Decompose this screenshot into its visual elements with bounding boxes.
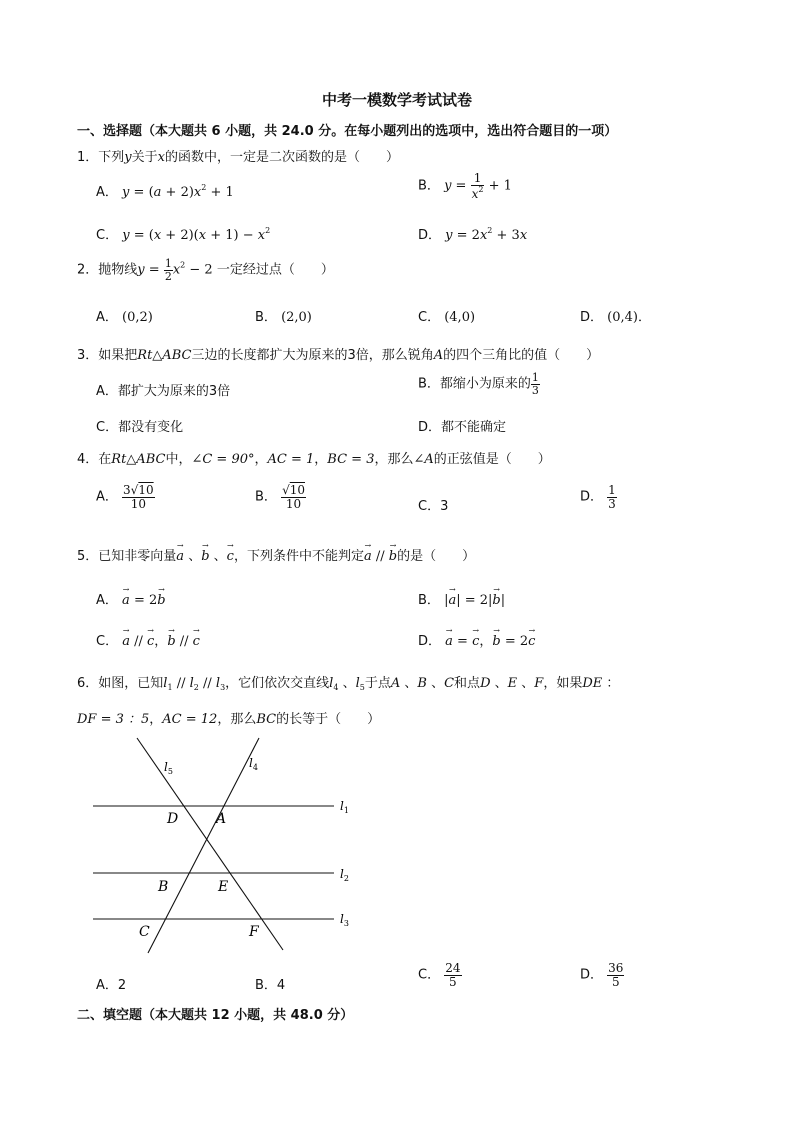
label-l1: $l_1$ [340,799,349,815]
question-6-option-c[interactable]: C． $\frac{24}{5}$ [418,961,461,989]
label-B: B [158,879,169,895]
question-4-option-c[interactable]: C．3 [418,499,449,514]
label-l2: $l_2$ [340,867,349,883]
question-4-stem: 4．在Rt△ABC中，∠C = 90°，AC = 1，BC = 3，那么∠A的正弦值是（ ） [77,452,551,467]
question-5-option-c[interactable]: C． → a // → c，→ b // → c [96,630,200,649]
question-1-option-d[interactable]: D． $y = 2x^2 + 3x$ [418,226,528,243]
question-5-option-a[interactable]: A． → a = 2→ b [96,589,166,608]
question-5-stem: 5．已知非零向量→ a 、→ b 、→ c，下列条件中不能判定→ a // → b的是（ ） [77,545,475,564]
label-A: A [216,811,227,827]
line-l5 [137,738,283,950]
question-2-option-d[interactable]: D． (0,4)． [580,310,651,325]
question-2-option-a[interactable]: A． (0,2) [96,310,153,325]
question-5-option-d[interactable]: D． → a = → c，→ b = 2→ c [418,630,535,649]
question-2-option-c[interactable]: C． (4,0) [418,310,476,325]
question-6-option-a[interactable]: A．2 [96,978,127,993]
question-3-stem: 3．如果把Rt△ABC三边的长度都扩大为原来的3倍，那么锐角A的四个三角比的值（ ） [77,348,600,363]
question-3-option-c[interactable]: C．都没有变化 [96,420,184,435]
label-C: C [139,924,150,940]
question-3-option-d[interactable]: D．都不能确定 [418,420,507,435]
page-title: 中考一模数学考试试卷 [322,91,473,109]
question-1-option-a[interactable]: A． $y = (a + 2)x^2 + 1$ [96,183,234,200]
question-6-stem-line1: 6．如图，已知$l_1 // l_2 // l_3$，它们依次交直线$l_4$ 、$l_5$于点A 、B 、C和点D 、E 、F，如果DE ： [77,676,620,692]
question-5-option-b[interactable]: B． |→ a| = 2|→ b| [418,589,505,608]
question-1-stem: 1．下列y关于x的函数中，一定是二次函数的是（ ） [77,150,400,165]
question-6-option-d[interactable]: D． $\frac{36}{5}$ [580,961,624,989]
label-F: F [249,924,259,940]
label-l3: $l_3$ [340,912,349,928]
label-E: E [218,879,229,895]
parallel-lines-figure [90,735,370,960]
question-3-option-b[interactable]: B．都缩小为原来的 $\frac{1}{3}$ [418,371,539,397]
question-4-option-b[interactable]: B． $\frac{√10}{10}$ [255,483,305,511]
label-D: D [167,811,179,827]
question-4-option-a[interactable]: A． $\frac{3√10}{10}$ [96,483,154,511]
question-6-option-b[interactable]: B．4 [255,978,286,993]
section-heading-choice: 一、选择题（本大题共 6 小题，共 24.0 分。在每小题列出的选项中，选出符合题目的一项） [77,124,618,139]
label-l5: $l_5$ [164,760,173,776]
question-6-stem-line2: DF = 3 ：5，AC = 12，那么BC的长等于（ ） [77,712,381,727]
question-2-stem: 2．抛物线y = $\frac{1}{2}$ $x^2 - 2$ 一定经过点（ ） [77,257,334,283]
question-1-option-c[interactable]: C． $y = (x + 2)(x + 1) - x^2$ [96,226,271,243]
question-1-option-b[interactable]: B． y = $\frac{1}{x^2}$ + 1 [418,171,512,201]
label-l4: $l_4$ [249,756,258,772]
question-2-option-b[interactable]: B． (2,0) [255,310,312,325]
question-4-option-d[interactable]: D． $\frac{1}{3}$ [580,483,616,511]
section-heading-fill-in: 二、填空题（本大题共 12 小题，共 48.0 分） [77,1008,354,1023]
question-3-option-a[interactable]: A．都扩大为原来的3倍 [96,384,231,399]
